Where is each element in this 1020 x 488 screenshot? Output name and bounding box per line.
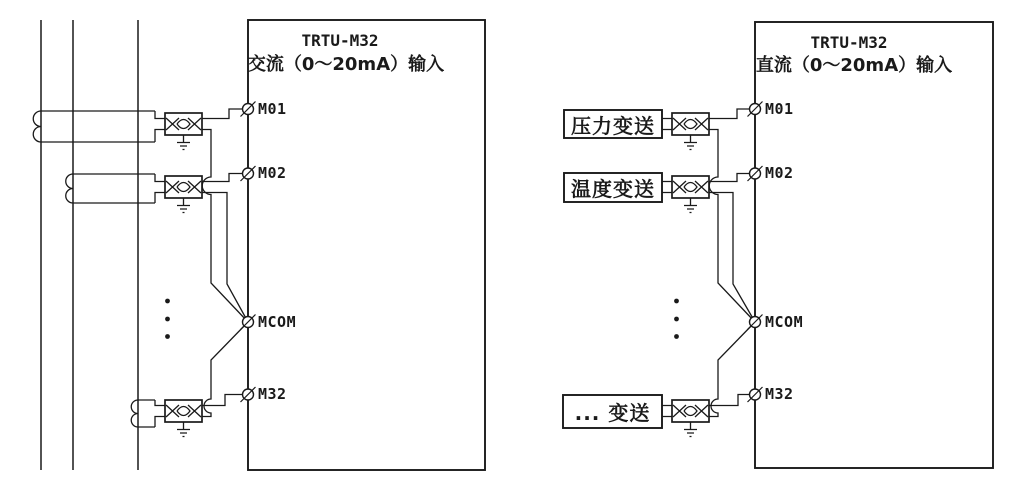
terminal-icon bbox=[241, 166, 256, 181]
ground-icon bbox=[684, 198, 697, 213]
shielded-twisted-pair-icon bbox=[672, 400, 709, 437]
ct-coil-m01 bbox=[33, 111, 165, 142]
shielded-twisted-pair-icon bbox=[165, 400, 202, 437]
ct-coil-m02 bbox=[66, 174, 165, 203]
ellipsis-dots bbox=[165, 299, 170, 339]
shielded-twisted-pair-icon bbox=[165, 113, 202, 150]
bus-lines bbox=[41, 20, 138, 470]
terminal-label-m01: M01 bbox=[765, 100, 794, 118]
ground-icon bbox=[177, 135, 190, 150]
crossover-hop-wire bbox=[202, 130, 248, 323]
terminal-icon bbox=[241, 387, 256, 402]
terminal-label-m32: M32 bbox=[258, 385, 287, 403]
terminal-label-m32: M32 bbox=[765, 385, 794, 403]
terminal-icon bbox=[748, 387, 763, 402]
transmitter-label-other: ... 变送 bbox=[574, 401, 651, 425]
wires bbox=[202, 109, 248, 417]
ellipsis-dots bbox=[674, 299, 679, 339]
transmitter-label-pressure: 压力变送 bbox=[571, 113, 655, 138]
terminal-icon bbox=[748, 166, 763, 181]
terminal-icon bbox=[241, 102, 256, 117]
terminal-label-m02: M02 bbox=[765, 164, 794, 182]
shielded-twisted-pair-icon bbox=[165, 176, 202, 213]
terminal-label-mcom: MCOM bbox=[765, 313, 804, 331]
right-module-subtitle: 直流（0～20mA）输入 bbox=[755, 55, 953, 76]
terminal-icon bbox=[748, 102, 763, 117]
left-module-title: TRTU-M32 bbox=[301, 31, 379, 50]
crossover-hop-wire bbox=[709, 322, 755, 417]
right-module-title: TRTU-M32 bbox=[810, 33, 888, 52]
terminal-label-m02: M02 bbox=[258, 164, 287, 182]
ground-icon bbox=[684, 135, 697, 150]
left-module-subtitle: 交流（0～20mA）输入 bbox=[247, 54, 445, 75]
ground-icon bbox=[177, 198, 190, 213]
ct-coil-m32 bbox=[131, 400, 165, 427]
terminal-label-mcom: MCOM bbox=[258, 313, 297, 331]
crossover-hop-wire bbox=[709, 130, 755, 323]
ground-icon bbox=[684, 422, 697, 437]
ground-icon bbox=[177, 422, 190, 437]
terminal-label-m01: M01 bbox=[258, 100, 287, 118]
shielded-twisted-pair-icon bbox=[672, 176, 709, 213]
transmitter-label-temperature: 温度变送 bbox=[571, 177, 655, 201]
wires bbox=[709, 109, 755, 417]
wires bbox=[662, 119, 672, 417]
shielded-twisted-pair-icon bbox=[672, 113, 709, 150]
